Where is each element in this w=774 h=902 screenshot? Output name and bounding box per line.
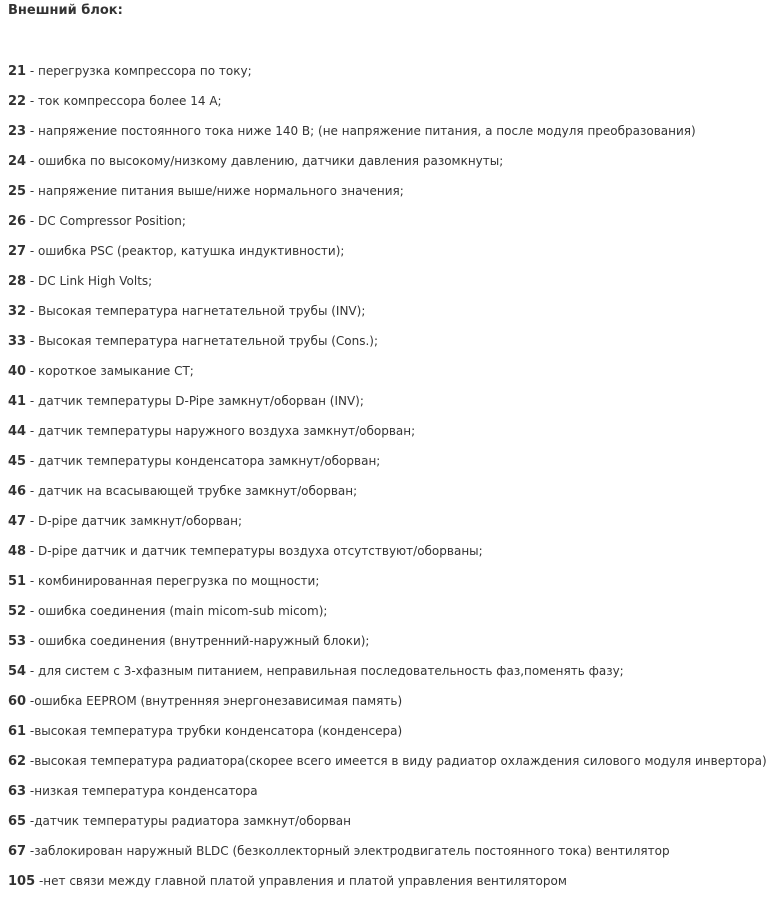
- error-code-description: - DC Link High Volts;: [26, 274, 153, 288]
- error-code-description: -высокая температура трубки конденсатора (конденсера): [26, 724, 403, 738]
- error-code-item: [8, 782, 767, 812]
- error-code-number: 45: [8, 454, 27, 469]
- error-code-number: 62: [8, 754, 27, 769]
- error-code-number: 40: [8, 364, 27, 379]
- error-code-item: [8, 542, 767, 572]
- error-code-item: [8, 752, 767, 782]
- error-code-item: [8, 122, 767, 152]
- error-code-description: - Высокая температура нагнетательной трубы (INV);: [26, 304, 366, 318]
- error-code-number: 53: [8, 634, 27, 649]
- error-code-description: - ошибка PSC (реактор, катушка индуктивности);: [26, 244, 345, 258]
- error-code-description: - короткое замыкание CT;: [26, 364, 194, 378]
- section-heading: Внешний блок:: [8, 3, 123, 18]
- error-code-description: -ошибка EEPROM (внутренняя энергонезависимая память): [26, 694, 403, 708]
- error-code-description: -заблокирован наружный BLDC (безколлекторный электродвигатель постоянного тока) вентилятор: [26, 844, 670, 858]
- error-code-item: [8, 812, 767, 842]
- error-code-number: 54: [8, 664, 27, 679]
- error-code-item: [8, 272, 767, 302]
- error-code-item: [8, 692, 767, 722]
- error-code-description: - DC Compressor Position;: [26, 214, 186, 228]
- error-code-description: -высокая температура радиатора(скорее всего имеется в виду радиатор охлаждения силового модуля инвертора): [26, 754, 767, 768]
- error-code-number: 61: [8, 724, 27, 739]
- error-code-description: - D-pipe датчик и датчик температуры воздуха отсутствуют/оборваны;: [26, 544, 483, 558]
- error-code-item: [8, 842, 767, 872]
- error-code-number: 44: [8, 424, 27, 439]
- error-code-number: 48: [8, 544, 27, 559]
- error-code-description: - ток компрессора более 14 А;: [26, 94, 222, 108]
- error-code-number: 52: [8, 604, 27, 619]
- error-code-item: [8, 212, 767, 242]
- error-code-number: 65: [8, 814, 27, 829]
- error-code-number: 51: [8, 574, 27, 589]
- error-code-description: - напряжение постоянного тока ниже 140 В; (не напряжение питания, а после модуля преобразования): [26, 124, 696, 138]
- error-code-number: 47: [8, 514, 27, 529]
- error-code-description: - перегрузка компрессора по току;: [26, 64, 252, 78]
- error-code-item: [8, 452, 767, 482]
- error-code-number: 27: [8, 244, 27, 259]
- error-code-description: - датчик температуры конденсатора замкнут/оборван;: [26, 454, 381, 468]
- error-code-item: [8, 182, 767, 212]
- error-code-description: - напряжение питания выше/ниже нормального значения;: [26, 184, 404, 198]
- error-code-number: 63: [8, 784, 27, 799]
- error-code-item: [8, 362, 767, 392]
- error-code-description: - датчик температуры D-Pipe замкнут/оборван (INV);: [26, 394, 364, 408]
- error-code-number: 105: [8, 874, 36, 889]
- error-code-list: [8, 62, 767, 902]
- error-code-description: - Высокая температура нагнетательной трубы (Cons.);: [26, 334, 379, 348]
- error-code-item: [8, 92, 767, 122]
- error-code-item: [8, 872, 767, 902]
- error-code-item: [8, 152, 767, 182]
- error-code-number: 41: [8, 394, 27, 409]
- error-code-number: 67: [8, 844, 27, 859]
- error-code-description: -низкая температура конденсатора: [26, 784, 258, 798]
- error-code-number: 24: [8, 154, 27, 169]
- error-code-item: [8, 62, 767, 92]
- error-code-number: 23: [8, 124, 27, 139]
- error-code-number: 25: [8, 184, 27, 199]
- error-code-number: 22: [8, 94, 27, 109]
- error-code-number: 26: [8, 214, 27, 229]
- error-code-number: 60: [8, 694, 27, 709]
- error-code-item: [8, 392, 767, 422]
- error-code-item: [8, 302, 767, 332]
- error-code-description: - ошибка соединения (внутренний-наружный блоки);: [26, 634, 370, 648]
- error-code-item: [8, 512, 767, 542]
- error-code-item: [8, 662, 767, 692]
- error-code-item: [8, 422, 767, 452]
- error-code-item: [8, 602, 767, 632]
- error-code-number: 46: [8, 484, 27, 499]
- error-code-description: - ошибка соединения (main micom-sub micom);: [26, 604, 328, 618]
- error-code-number: 21: [8, 64, 27, 79]
- error-code-number: 32: [8, 304, 27, 319]
- error-code-description: - датчик температуры наружного воздуха замкнут/оборван;: [26, 424, 416, 438]
- error-code-number: 33: [8, 334, 27, 349]
- error-code-description: - датчик на всасывающей трубке замкнут/оборван;: [26, 484, 358, 498]
- error-code-item: [8, 722, 767, 752]
- error-code-number: 28: [8, 274, 27, 289]
- error-code-description: - ошибка по высокому/низкому давлению, датчики давления разомкнуты;: [26, 154, 504, 168]
- error-code-description: - D-pipe датчик замкнут/оборван;: [26, 514, 243, 528]
- error-code-item: [8, 242, 767, 272]
- error-code-description: - для систем с 3-хфазным питанием, неправильная последовательность фаз,поменять фазу;: [26, 664, 624, 678]
- error-code-description: -нет связи между главной платой управления и платой управления вентилятором: [35, 874, 567, 888]
- error-code-item: [8, 332, 767, 362]
- error-code-description: -датчик температуры радиатора замкнут/оборван: [26, 814, 351, 828]
- error-code-item: [8, 572, 767, 602]
- error-code-item: [8, 632, 767, 662]
- error-code-item: [8, 482, 767, 512]
- error-code-description: - комбинированная перегрузка по мощности;: [26, 574, 320, 588]
